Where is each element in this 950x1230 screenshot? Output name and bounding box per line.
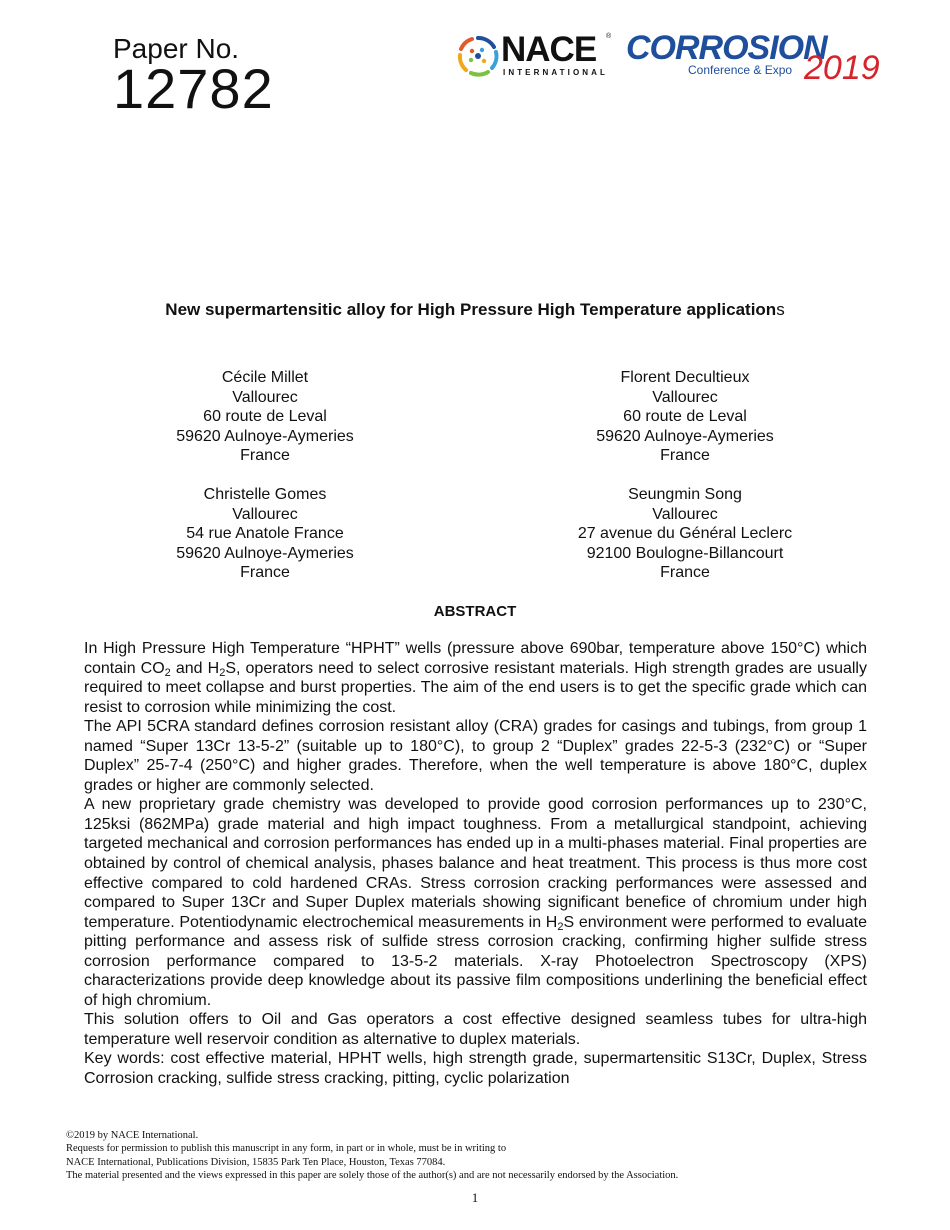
abstract-paragraph: The API 5CRA standard defines corrosion resistant alloy (CRA) grades for casings and tubings, from group 1 named “Super 13Cr 13-5-2” (suitable up to 180°C), to group 2 “Duplex” grades 22-5-3 (232°C) or “Super Duplex” 25-7-4 (250°C) and higher grades. Therefore, when the well temperature is above 180°C, duplex grades or higher are commonly selected. [84,718,867,794]
author-address: 27 avenue du Général Leclerc [577,525,793,543]
author-address: 60 route de Leval [203,408,327,426]
paper-title [0,299,950,321]
author-country: France [240,447,290,465]
author-city: 59620 Aulnoye-Aymeries [176,544,354,562]
paper-label: Paper No. [113,33,240,64]
abstract-text: In High Pressure High Temperature “HPHT” wells (pressure above 690bar, temperature above 150°C) which contain CO [84,640,867,677]
author-country: France [240,564,290,582]
author-block [535,485,835,583]
author-name: Christelle Gomes [203,486,327,503]
author-block [115,368,415,466]
corrosion-wordmark: CORROSION [626,29,827,67]
author-country: France [660,447,710,465]
subscript: 2 [219,666,226,679]
paper-title-tail: s [776,300,785,319]
abstract-paragraph [84,639,867,717]
subscript: 2 [557,920,564,933]
abstract-paragraph [84,795,867,1010]
paper-title-main: New supermartensitic alloy for High Pressure High Temperature application [165,300,777,319]
abstract-heading: ABSTRACT [433,603,517,620]
keywords: Key words: cost effective material, HPHT wells, high strength grade, supermartensitic S13Cr, Duplex, Stress Corrosion cracking, sulfide stress cracking, pitting, cyclic polarization [84,1050,867,1088]
nace-logo [455,30,615,83]
author-city: 59620 Aulnoye-Aymeries [176,427,354,445]
paper-number: 12782 [113,57,274,120]
page-number: 1 [471,1190,479,1205]
subscript: 2 [164,666,171,679]
abstract-text: S, operators need to select corrosive resistant materials. High strength grades are usually required to meet collapse and burst properties. The aim of the end users is to get the specific grade which can resist to corrosion while minimizing the cost. [84,659,867,716]
author-name: Cécile Millet [221,369,309,386]
corrosion-year: 2019 [804,49,880,87]
nace-globe-icon [455,33,501,79]
corrosion-subtitle: Conference & Expo [688,63,793,77]
footer-line: NACE International, Publications Division, 15835 Park Ten Place, Houston, Texas 77084. [66,1156,446,1168]
author-address: 60 route de Leval [623,408,747,426]
footer-copyright: ©2019 by NACE International. [66,1130,199,1141]
nace-registered-mark: ® [606,33,612,40]
author-org: Vallourec [652,388,718,406]
author-city: 59620 Aulnoye-Aymeries [596,427,774,445]
author-address: 54 rue Anatole France [186,525,344,543]
abstract-paragraph: This solution offers to Oil and Gas operators a cost effective designed seamless tubes for ultra-high temperature well reservoir condition as alternative to duplex materials. [84,1011,867,1048]
author-name: Florent Decultieux [620,369,750,386]
abstract-text: A new proprietary grade chemistry was developed to provide good corrosion performances up to 230°C, 125ksi (862MPa) grade material and high impact toughness. From a metallurgical standpoint, achieving targeted mechanical and corrosion performances has ended up in a multi-phases material. Final properties are obtained by control of chemical analysis, phases balance and heat treatment. This process is thus more cost effective compared to cold hardened CRAs. Stress corrosion cracking performances were assessed and compared to Super 13Cr and Super Duplex materials showing significant benefice of chromium under high temperature. Potentiodynamic electrochemical measurements in H [84,796,867,931]
abstract-body [84,639,867,1089]
author-name: Seungmin Song [628,486,742,503]
author-block [535,368,835,466]
nace-wordmark: NACE [501,30,597,69]
footer-line: Requests for permission to publish this manuscript in any form, in part or in whole, must be in writing to [66,1143,507,1155]
footer-line: The material presented and the views expressed in this paper are solely those of the author(s) and are not necessarily endorsed by the Association. [66,1170,679,1182]
footer [66,1129,896,1183]
nace-subtitle: INTERNATIONAL [503,68,609,77]
author-org: Vallourec [232,505,298,523]
corrosion-logo [626,30,886,90]
author-city: 92100 Boulogne-Billancourt [586,544,784,562]
author-org: Vallourec [652,505,718,523]
abstract-text: and H [170,659,220,677]
author-country: France [660,564,710,582]
author-block [115,485,415,583]
abstract-text: S environment were performed to evaluate pitting performance and assess risk of sulfide stress corrosion cracking, confirming higher sulfide stress corrosion performance compared to 13-5-2 materials. X-ray Photoelectron Spectroscopy (XPS) characterizations provide deep knowledge about its passive film compositions underlining the beneficial effect of high chromium. [84,913,867,1009]
author-org: Vallourec [232,388,298,406]
